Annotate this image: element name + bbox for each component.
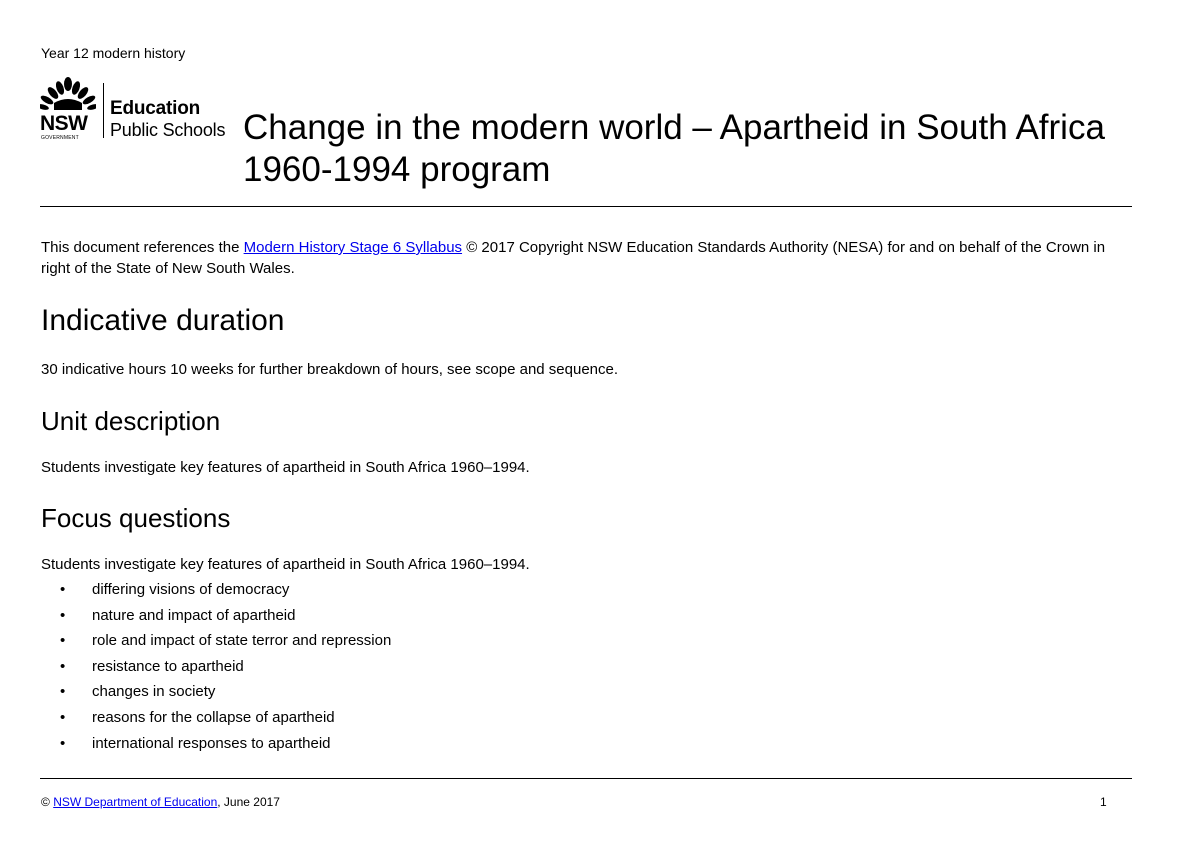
syllabus-reference (41, 237, 1131, 279)
document-title: Change in the modern world – Apartheid in South Africa 1960-1994 program (243, 108, 1105, 189)
nsw-education-logo (40, 77, 240, 143)
logo-education-text: Education (110, 98, 201, 119)
list-item (41, 679, 391, 705)
department-link[interactable]: NSW Department of Education (53, 795, 218, 809)
list-item-text: role and impact of state terror and repression (92, 632, 392, 650)
list-item-text: differing visions of democracy (92, 581, 290, 598)
bullet-icon: • (60, 581, 66, 598)
bullet-icon: • (60, 657, 66, 675)
logo-public-schools-text: Public Schools (110, 120, 226, 140)
list-item (41, 577, 391, 603)
unit-description-text: Students investigate key features of apartheid in South Africa 1960–1994. (41, 459, 530, 476)
header-label: Year 12 modern history (41, 45, 186, 61)
duration-text: 30 indicative hours 10 weeks for further breakdown of hours, see scope and sequence. (41, 361, 619, 378)
list-item (41, 705, 391, 731)
list-item-text: nature and impact of apartheid (92, 606, 296, 624)
footer-copyright (41, 795, 280, 809)
copyright-symbol: © (41, 795, 54, 809)
bullet-icon: • (60, 683, 66, 701)
list-item (41, 603, 391, 629)
bullet-icon: • (60, 734, 66, 752)
focus-questions-heading: Focus questions (41, 503, 231, 533)
unit-description-heading: Unit description (41, 406, 221, 436)
list-item-text: reasons for the collapse of apartheid (92, 708, 335, 726)
duration-heading: Indicative duration (41, 304, 285, 337)
list-item-text: international responses to apartheid (92, 734, 331, 752)
page-number: 1 (1100, 795, 1107, 809)
bullet-icon: • (60, 606, 66, 624)
list-item (41, 628, 391, 654)
syllabus-link[interactable]: Modern History Stage 6 Syllabus (243, 239, 463, 256)
reference-prefix: This document references the (41, 239, 244, 256)
bullet-icon: • (60, 632, 66, 650)
footer-date: , June 2017 (217, 795, 280, 809)
footer-divider (40, 778, 1132, 779)
list-item (41, 731, 391, 757)
title-divider (40, 206, 1132, 207)
list-item (41, 654, 391, 680)
focus-questions-list (41, 577, 391, 756)
waratah-icon (40, 77, 96, 113)
logo-government-text: GOVERNMENT (41, 135, 79, 141)
bullet-icon: • (60, 708, 66, 726)
logo-divider (103, 83, 104, 138)
logo-nsw-text: NSW (40, 112, 88, 135)
reference-suffix: © 2017 Copyright NSW Education Standards Authority (NESA) for and on behalf of the Crown in right of the State of New South Wales. (41, 239, 1106, 277)
list-item-text: resistance to apartheid (92, 657, 244, 675)
focus-questions-intro: Students investigate key features of apartheid in South Africa 1960–1994. (41, 556, 530, 573)
list-item-text: changes in society (92, 683, 216, 701)
